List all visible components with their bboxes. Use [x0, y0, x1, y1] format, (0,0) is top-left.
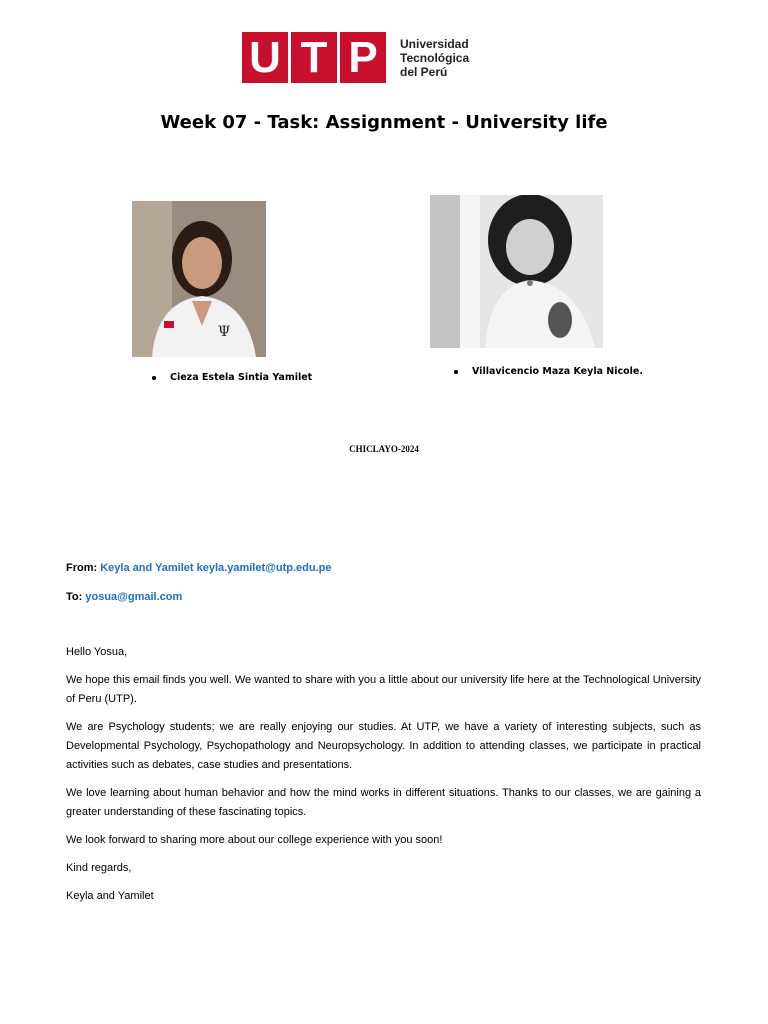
student-photo-2-image	[430, 195, 603, 348]
bullet-icon	[152, 376, 156, 380]
to-label: To:	[66, 591, 83, 603]
bullet-icon	[454, 370, 458, 374]
logo-letter-u: U	[242, 32, 288, 83]
letter-greeting: Hello Yosua,	[66, 646, 128, 658]
student-name-1-text: Cieza Estela Sintia Yamilet	[170, 372, 313, 383]
letter-signature: Keyla and Yamilet	[66, 890, 154, 902]
logo-letters	[242, 32, 386, 83]
letter-paragraph-3: We love learning about human behavior and how the mind works in different situations. Thanks to our classes, we are gaining a greater understanding of these fascinating topics.	[66, 787, 701, 818]
document-title: Week 07 - Task: Assignment - University life	[160, 112, 608, 133]
email-from	[66, 562, 331, 574]
letter-closing: Kind regards,	[66, 862, 132, 874]
logo-name-line-2: Tecnológica	[400, 50, 470, 65]
student-name-1	[152, 372, 312, 383]
logo-name-line-1: Universidad	[400, 36, 469, 51]
letter-paragraph-4: We look forward to sharing more about our college experience with you soon!	[66, 834, 443, 846]
to-value[interactable]: yosua@gmail.com	[85, 591, 183, 603]
city-year: CHICLAYO-2024	[349, 444, 419, 454]
letter-paragraph-1: We hope this email finds you well. We wanted to share with you a little about our university life here at the Technological University of Peru (UTP).	[66, 674, 701, 705]
student-photo-1-image	[132, 201, 266, 357]
svg-text:Ψ: Ψ	[218, 324, 231, 340]
from-label: From:	[66, 562, 98, 574]
logo-letter-t: T	[291, 32, 337, 83]
student-photo-2	[430, 195, 603, 348]
student-name-2-text: Villavicencio Maza Keyla Nicole.	[472, 366, 643, 377]
logo-letter-p: P	[340, 32, 386, 83]
letter-paragraph-2: We are Psychology students; we are really enjoying our studies. At UTP, we have a variety of interesting subjects, such as Developmental Psychology, Psychopathology and Neuropsychology. In addition to attending classes, we participate in practical activities such as debates, case studies and presentations.	[66, 721, 701, 771]
email-to	[66, 591, 182, 603]
student-name-2	[454, 366, 643, 377]
student-photo-1	[132, 201, 266, 357]
from-value[interactable]: Keyla and Yamilet keyla.yamilet@utp.edu.pe	[100, 562, 332, 574]
logo-university-name	[400, 37, 469, 79]
utp-logo	[242, 32, 469, 83]
logo-name-line-3: del Perú	[400, 64, 448, 79]
